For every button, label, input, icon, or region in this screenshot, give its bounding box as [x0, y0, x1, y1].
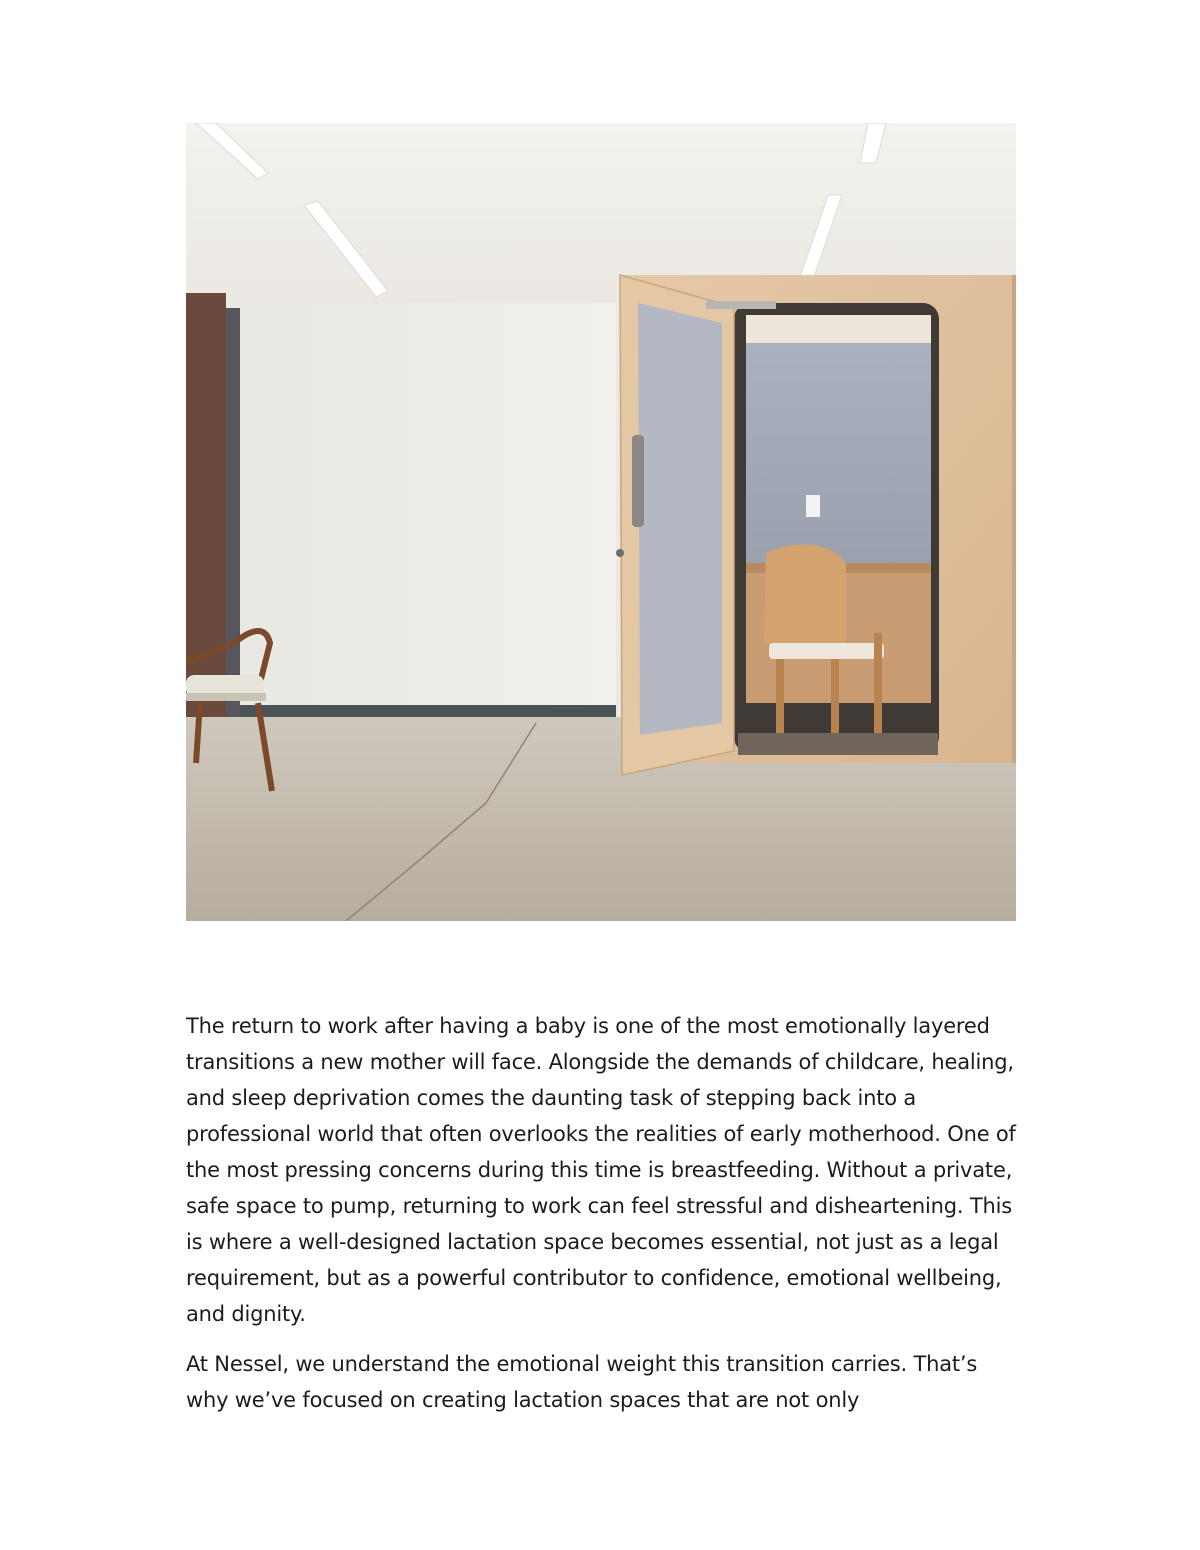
lactation-pod-photo — [186, 123, 1016, 921]
paragraph-intro: The return to work after having a baby is one of the most emotionally layered transitions a new mother will face. Alongside the demands of childcare, healing, and sleep deprivation comes the daunting task of stepping back into a professional world that often overlooks the realities of early motherhood. One of the most pressing concerns during this time is breastfeeding. Without a private, safe space to pump, returning to work can feel stressful and disheartening. This is where a well-designed lactation space becomes essential, not just as a legal requirement, but as a powerful contributor to confidence, emotional wellbeing, and dignity. — [186, 1014, 1016, 1326]
paragraph-nessel: At Nessel, we understand the emotional weight this transition carries. That’s why we’ve focused on creating lactation spaces that are not only — [186, 1352, 978, 1412]
article-body — [186, 1008, 1016, 1432]
